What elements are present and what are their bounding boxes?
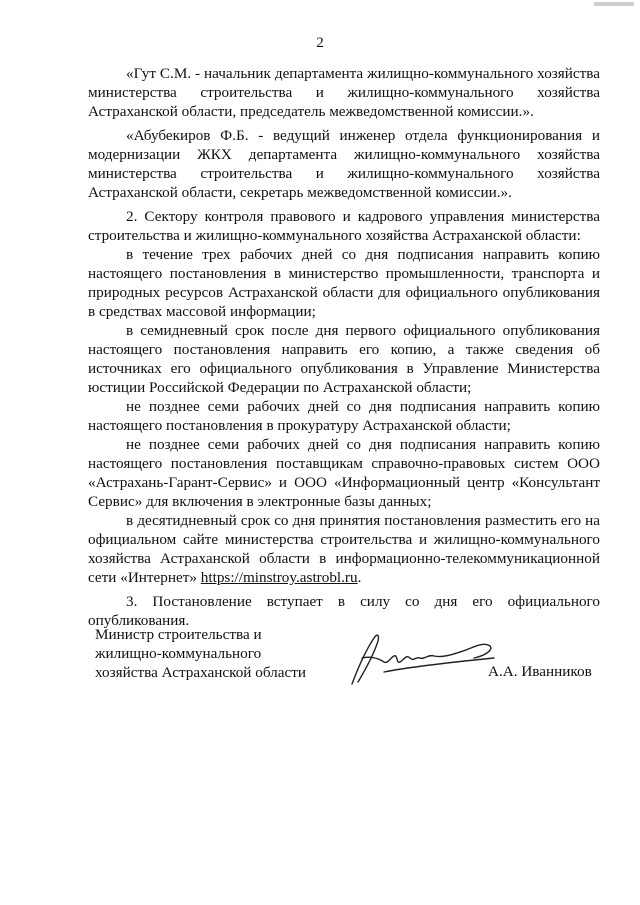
paragraph-abubekirov: «Абубекиров Ф.Б. - ведущий инженер отдела функционирования и модернизации ЖКХ департамента жилищно-коммунального хозяйства министерства строительства и жилищно-коммунального хозяйства Астраханской области, секретарь межведомственной комиссии.».	[88, 127, 600, 201]
document-body	[88, 64, 600, 630]
signatory-title	[95, 625, 355, 682]
paragraph-legal-systems: не позднее семи рабочих дней со дня подписания направить копию настоящего постановления поставщикам справочно-правовых систем ООО «Астрахань-Гарант-Сервис» и ООО «Информационный центр «Консультант Сервис» для включения в электронные базы данных;	[88, 436, 600, 510]
website-link-suffix: .	[357, 569, 362, 586]
paragraph-seven-days-justice: в семидневный срок после дня первого официального опубликования настоящего постановления направить его копию, а также сведения об источниках его официального опубликования в Управление Министерства юстиции Российской Федерации по Астраханской области;	[88, 322, 600, 396]
paragraph-gut: «Гут С.М. - начальник департамента жилищно-коммунального хозяйства министерства строительства и жилищно-коммунального хозяйства Астраханской области, председатель межведомственной комиссии.».	[88, 65, 600, 120]
website-text: в десятидневный срок со дня принятия постановления разместить его на официальном сайте министерства строительства и жилищно-коммунального хозяйства Астраханской области в информационно-телекоммуникационной сети «Интернет»	[88, 512, 600, 586]
paragraph-three-days: в течение трех рабочих дней со дня подписания направить копию настоящего постановления в министерство промышленности, транспорта и природных ресурсов Астраханской области для официального опубликования в средствах массовой информации;	[88, 246, 600, 320]
signatory-title-line: Министр строительства и	[95, 626, 262, 643]
paragraph-item-2: 2. Сектору контроля правового и кадрового управления министерства строительства и жилищно-коммунального хозяйства Астраханской области:	[88, 208, 600, 244]
signatory-name: А.А. Иванников	[488, 663, 592, 680]
paragraph-website	[88, 511, 600, 587]
signatory-title-line: жилищно-коммунального	[95, 645, 262, 662]
handwritten-signature	[344, 628, 504, 692]
paragraph-prosecutor: не позднее семи рабочих дней со дня подписания направить копию настоящего постановления в прокуратуру Астраханской области;	[88, 398, 600, 434]
scan-mark	[594, 2, 634, 6]
signatory-title-line: хозяйства Астраханской области	[95, 664, 306, 681]
website-link[interactable]: https://minstroy.astrobl.ru	[200, 569, 358, 586]
paragraph-item-3: 3. Постановление вступает в силу со дня его официального опубликования.	[88, 593, 600, 629]
page-number: 2	[316, 35, 324, 51]
